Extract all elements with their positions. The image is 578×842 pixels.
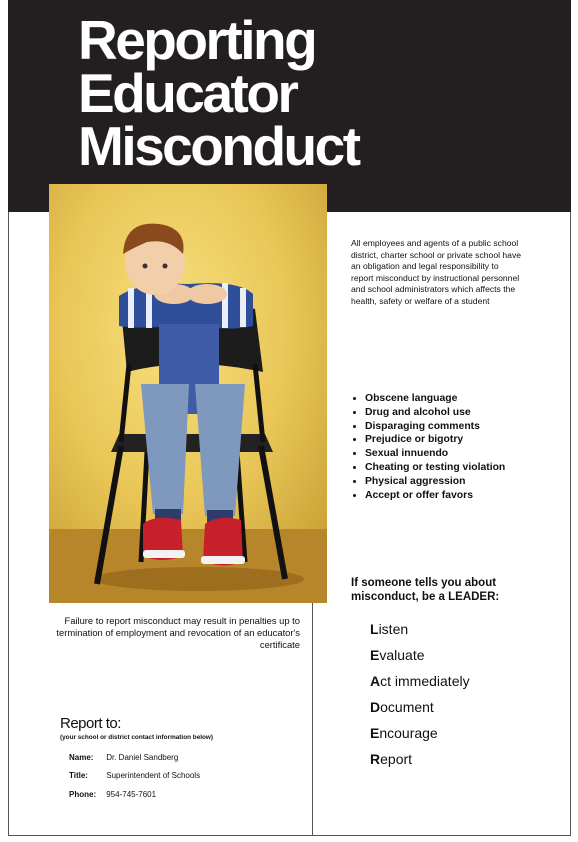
step-initial: A (370, 673, 381, 689)
contact-label: Title: (69, 771, 88, 780)
list-item: • Prejudice or bigotry (365, 433, 505, 447)
contact-value: Superintendent of Schools (106, 771, 201, 780)
leader-step (370, 725, 470, 751)
failure-notice: Failure to report misconduct may result in penalties up to termination of employment and revocation of an educator's certificate (56, 615, 300, 650)
list-item: • Disparaging comments (365, 420, 505, 434)
step-initial: E (370, 647, 380, 663)
title-line-2: Educator (78, 62, 297, 124)
student-photo (49, 184, 327, 603)
contact-title-row (69, 771, 200, 780)
contact-label: Phone: (69, 790, 97, 799)
leader-step (370, 621, 470, 647)
report-to-subtitle: (your school or district contact information below) (60, 734, 214, 741)
step-rest: ct immediately (380, 673, 470, 689)
step-initial: E (370, 725, 380, 741)
leader-step (370, 751, 470, 777)
list-item: • Drug and alcohol use (365, 406, 505, 420)
intro-paragraph: All employees and agents of a public school district, charter school or private school have an obligation and legal responsibility to report misconduct by instructional personnel and school administrators which affects the health, safety or welfare of a student (351, 238, 522, 306)
step-initial: D (370, 699, 381, 715)
list-item: • Obscene language (365, 392, 505, 406)
column-divider (312, 603, 313, 836)
step-rest: isten (378, 621, 409, 637)
list-item: • Cheating or testing violation (365, 461, 505, 475)
misconduct-list (351, 392, 505, 502)
list-item: • Sexual innuendo (365, 447, 505, 461)
leader-step (370, 673, 470, 699)
contact-value: Dr. Daniel Sandberg (106, 753, 179, 762)
contact-value: 954-745-7601 (106, 790, 157, 799)
list-item: • Physical aggression (365, 475, 505, 489)
leader-steps (370, 621, 470, 777)
contact-phone-row (69, 790, 156, 799)
student-illustration (49, 184, 327, 603)
report-to-title: Report to: (60, 715, 121, 732)
step-rest: valuate (379, 647, 425, 663)
step-initial: L (370, 621, 379, 637)
title-line-1: Reporting (78, 9, 316, 71)
step-rest: ocument (380, 699, 434, 715)
step-rest: eport (380, 751, 413, 767)
leader-heading: If someone tells you about misconduct, be a LEADER: (351, 577, 500, 603)
title-line-3: Misconduct (78, 115, 359, 177)
contact-name-row (69, 753, 178, 762)
list-item: • Accept or offer favors (365, 489, 505, 503)
step-rest: ncourage (379, 725, 438, 741)
step-initial: R (370, 751, 381, 767)
page-title (78, 9, 359, 177)
leader-step (370, 699, 470, 725)
contact-label: Name: (69, 753, 94, 762)
leader-step (370, 647, 470, 673)
